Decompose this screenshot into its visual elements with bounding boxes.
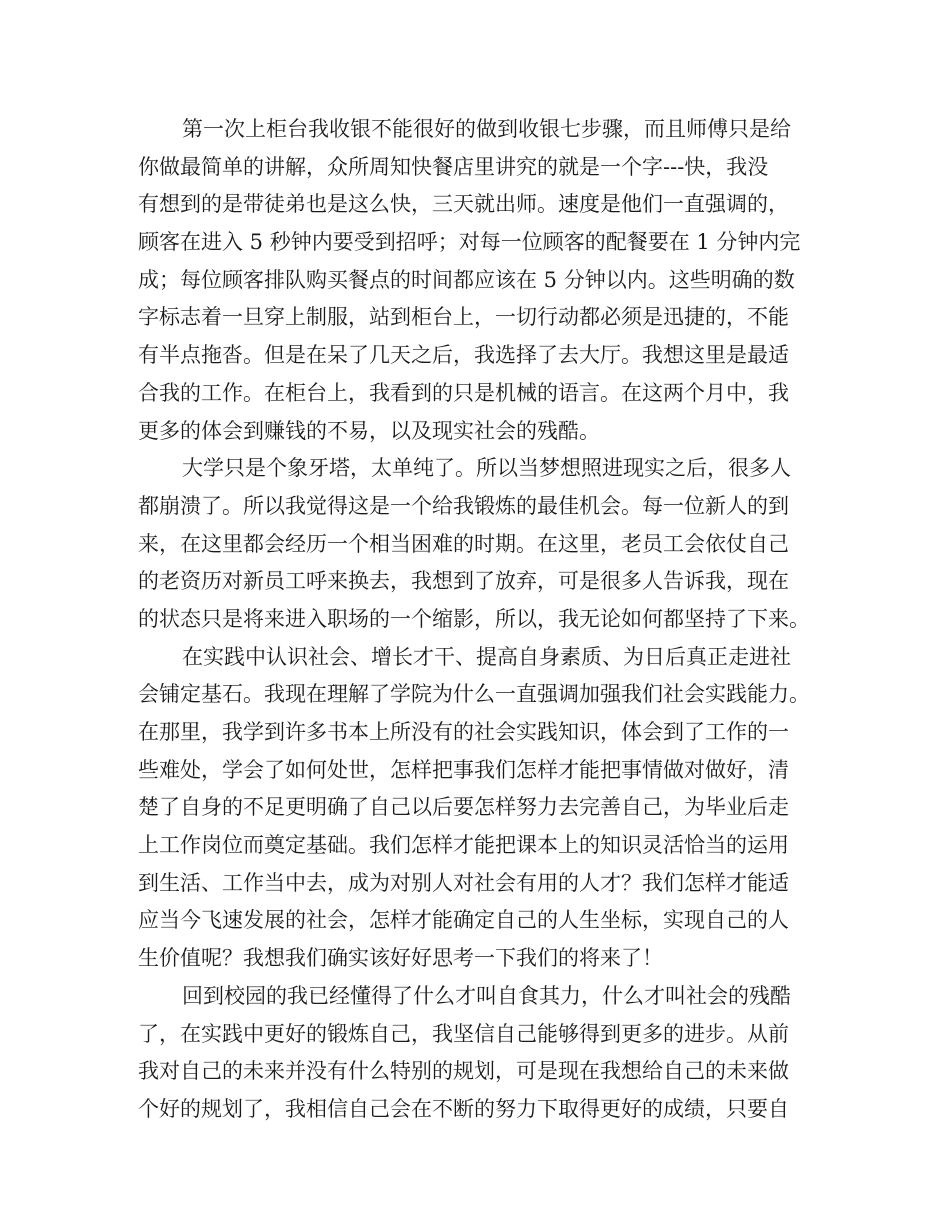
text-line: 第一次上柜台我收银不能很好的做到收银七步骤，而且师傅只是给 (182, 117, 791, 141)
text-line: 在实践中认识社会、增长才干、提高自身素质、为日后真正走进社 (182, 644, 791, 669)
document-body (138, 111, 818, 1129)
text-line: 应当今飞速发展的社会，怎样才能确定自己的人生坐标，实现自己的人 (138, 908, 789, 933)
text-line: 的状态只是将来进入职场的一个缩影，所以，我无论如何都坚持了下来。 (138, 606, 810, 631)
text-line: 回到校园的我已经懂得了什么才叫自食其力，什么才叫社会的残酷 (182, 983, 791, 1008)
text-line: 成；每位顾客排队购买餐点的时间都应该在 5 分钟以内。这些明确的数 (138, 267, 795, 292)
text-line: 的老资历对新员工呼来换去，我想到了放弃，可是很多人告诉我，现在 (138, 569, 789, 594)
text-line: 些难处，学会了如何处世，怎样把事我们怎样才能把事情做对做好，清 (138, 757, 789, 782)
paragraph-3 (138, 639, 818, 978)
text-line: 有想到的是带徒弟也是这么快，三天就出师。速度是他们一直强调的， (138, 192, 789, 217)
text-line: 来，在这里都会经历一个相当困难的时期。在这里，老员工会依仗自己 (138, 531, 789, 556)
text-line: 大学只是个象牙塔，太单纯了。所以当梦想照进现实之后，很多人 (182, 456, 791, 481)
text-line: 楚了自身的不足更明确了自己以后要怎样努力去完善自己，为毕业后走 (138, 795, 789, 820)
text-line: 更多的体会到赚钱的不易，以及现实社会的残酷。 (138, 418, 600, 443)
text-line: 你做最简单的讲解，众所周知快餐店里讲究的就是一个字---快，我没 (138, 154, 769, 179)
text-line: 到生活、工作当中去，成为对别人对社会有用的人才？我们怎样才能适 (138, 870, 789, 895)
text-line: 合我的工作。在柜台上，我看到的只是机械的语言。在这两个月中，我 (138, 380, 789, 405)
text-line: 上工作岗位而奠定基础。我们怎样才能把课本上的知识灵活恰当的运用 (138, 833, 789, 858)
text-line: 有半点拖沓。但是在呆了几天之后，我选择了去大厅。我想这里是最适 (138, 343, 789, 368)
paragraph-1 (138, 111, 818, 450)
text-line: 会铺定基石。我现在理解了学院为什么一直强调加强我们社会实践能力。 (138, 682, 810, 707)
paragraph-2 (138, 450, 818, 638)
text-line: 顾客在进入 5 秒钟内要受到招呼；对每一位顾客的配餐要在 1 分钟内完 (138, 230, 801, 255)
text-line: 字标志着一旦穿上制服，站到柜台上，一切行动都必须是迅捷的，不能 (138, 305, 789, 330)
text-line: 了，在实践中更好的锻炼自己，我坚信自己能够得到更多的进步。从前 (138, 1021, 789, 1046)
text-line: 我对自己的未来并没有什么特别的规划，可是现在我想给自己的未来做 (138, 1059, 789, 1084)
paragraph-4 (138, 978, 818, 1129)
text-line: 都崩溃了。所以我觉得这是一个给我锻炼的最佳机会。每一位新人的到 (138, 493, 789, 518)
text-line: 在那里，我学到许多书本上所没有的社会实践知识，体会到了工作的一 (138, 720, 789, 744)
text-line: 个好的规划了，我相信自己会在不断的努力下取得更好的成绩，只要自 (138, 1096, 789, 1121)
text-line: 生价值呢？我想我们确实该好好思考一下我们的将来了！ (138, 946, 663, 971)
